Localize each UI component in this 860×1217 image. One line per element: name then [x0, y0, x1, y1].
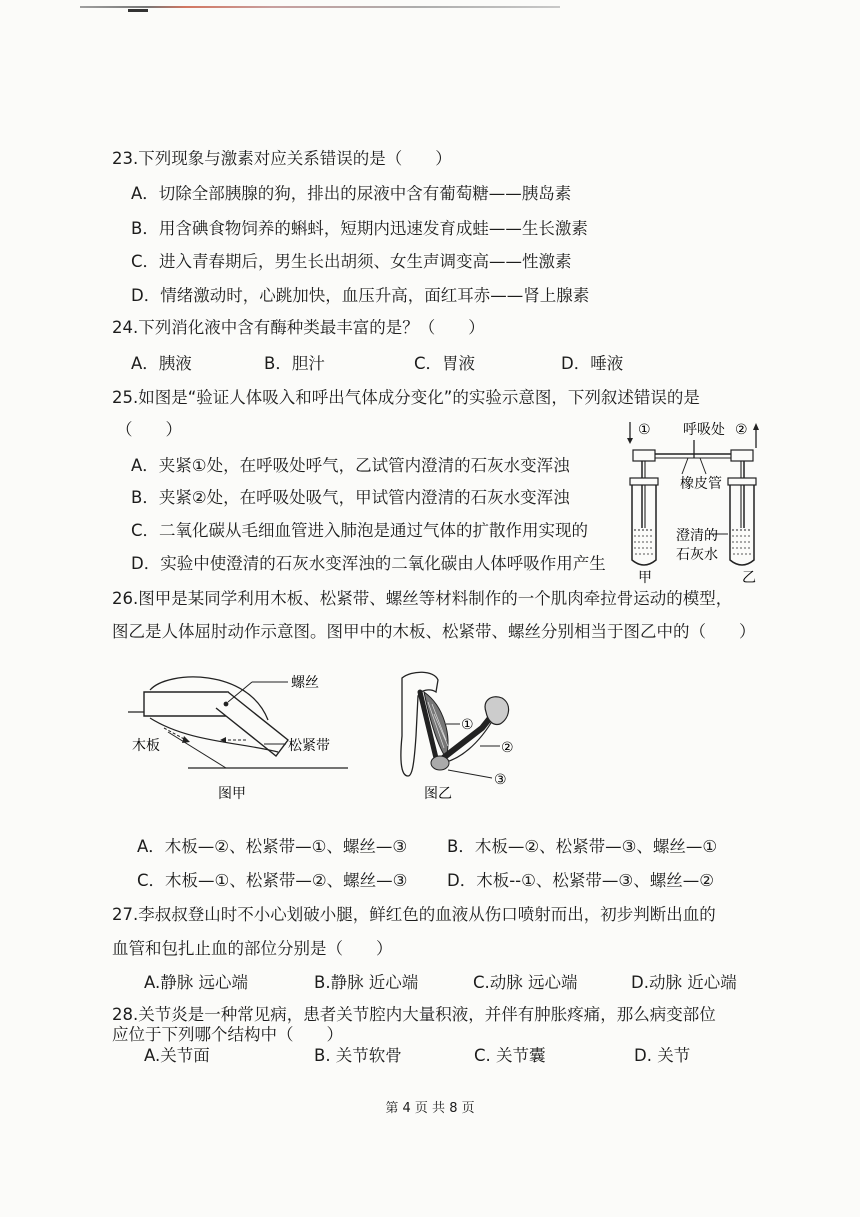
arrow-up-icon [753, 423, 759, 430]
elbow-joint [431, 756, 449, 770]
q26-option-b: B．木板—②、松紧带—③、螺丝—① [447, 837, 718, 856]
q23-stem: 23.下列现象与激素对应关系错误的是（ ） [112, 149, 452, 168]
stopper-yi [728, 478, 756, 485]
q24-option-c: C．胃液 [414, 354, 476, 373]
q27-option-b: B.静脉 近心端 [314, 973, 419, 992]
q25-breathing-apparatus-figure [608, 418, 778, 586]
fig25-breathe-label: 呼吸处 [683, 422, 725, 438]
q25-option-a: A．夹紧①处，在呼吸处呼气，乙试管内澄清的石灰水变浑浊 [131, 456, 570, 475]
tube-pointer-1 [682, 458, 688, 474]
q24-options [131, 353, 731, 375]
limewater-jia [634, 536, 654, 554]
q28-option-d: D. 关节 [634, 1046, 691, 1065]
q28-option-c: C. 关节囊 [474, 1046, 546, 1065]
fig-jia-board-label: 木板 [132, 738, 160, 754]
q27-stem-2: 血管和包扎止血的部位分别是（ ） [112, 939, 393, 958]
q28-option-b: B. 关节软骨 [314, 1046, 402, 1065]
clamp-2 [731, 450, 753, 461]
fig25-mark-2: ② [735, 422, 748, 438]
arrow-down-icon [627, 438, 633, 444]
fig25-limewater-label-1: 澄清的 [676, 528, 718, 544]
q26-option-d: D．木板--①、松紧带—③、螺丝—② [447, 871, 714, 890]
q23-option-c: C．进入青春期后，男生长出胡须、女生声调变高——性激素 [131, 252, 572, 271]
q28-stem-2: 应位于下列哪个结构中（ ） [112, 1025, 343, 1044]
q26-figure-yi-arm [390, 666, 530, 806]
tube-pointer-2 [700, 458, 706, 474]
q24-option-b: B．胆汁 [264, 354, 325, 373]
fig-yi-mark-1: ① [461, 717, 474, 733]
q24-stem: 24.下列消化液中含有酶种类最丰富的是？（ ） [112, 318, 485, 337]
q27-option-c: C.动脉 远心端 [473, 973, 578, 992]
limewater-yi [732, 536, 752, 554]
test-tube-jia [632, 480, 656, 565]
fig-yi-mark-3: ③ [494, 772, 507, 788]
q28-stem-1: 28.关节炎是一种常见病，患者关节腔内大量积液，并伴有肿胀疼痛，那么病变部位 [112, 1005, 716, 1024]
q27-option-a: A.静脉 远心端 [144, 973, 248, 992]
q26-option-c: C．木板—①、松紧带—②、螺丝—③ [137, 871, 408, 890]
screw-pointer [228, 682, 252, 702]
clamp-1 [633, 450, 655, 461]
scan-edge-line [80, 6, 560, 8]
q24-option-d: D．唾液 [561, 354, 624, 373]
q26-option-a: A．木板—②、松紧带—①、螺丝—③ [137, 837, 408, 856]
q25-option-d: D．实验中使澄清的石灰水变浑浊的二氧化碳由人体呼吸作用产生 [131, 554, 606, 573]
pointer-3 [448, 770, 492, 778]
test-tube-yi [730, 480, 754, 565]
q26-stem-2: 图乙是人体屈肘动作示意图。图甲中的木板、松紧带、螺丝分别相当于图乙中的（ ） [112, 622, 756, 641]
fig25-yi-label: 乙 [742, 570, 756, 586]
q23-option-b: B．用含碘食物饲养的蝌蚪，短期内迅速发育成蛙——生长激素 [131, 219, 588, 238]
fig25-mark-1: ① [638, 422, 651, 438]
q27-option-d: D.动脉 近心端 [631, 973, 737, 992]
fig-yi-mark-2: ② [501, 740, 514, 756]
scan-edge-mark [128, 9, 148, 12]
q27-options [144, 972, 764, 994]
q25-option-c: C．二氧化碳从毛细血管进入肺泡是通过气体的扩散作用实现的 [131, 521, 589, 540]
fig-jia-caption: 图甲 [218, 786, 246, 802]
base-edge [168, 732, 226, 768]
q23-option-a: A．切除全部胰腺的狗，排出的尿液中含有葡萄糖——胰岛素 [131, 184, 572, 203]
arrow-icon-1 [182, 736, 190, 743]
fig25-jia-label: 甲 [638, 570, 652, 586]
screw-dot [224, 702, 229, 707]
q24-option-a: A．胰液 [131, 354, 192, 373]
fig25-limewater-label-2: 石灰水 [676, 547, 718, 563]
stopper-jia [630, 478, 658, 485]
rubber-tube-inner [645, 458, 741, 528]
q26-figure-jia-model [128, 672, 348, 807]
q28-option-a: A.关节面 [144, 1046, 210, 1065]
q25-stem: 25.如图是“验证人体吸入和呼出气体成分变化”的实验示意图，下列叙述错误的是 [112, 388, 700, 407]
board-upper [144, 692, 228, 716]
q27-stem-1: 27.李叔叔登山时不小心划破小腿，鲜红色的血液从伤口喷射而出，初步判断出血的 [112, 905, 716, 924]
q26-stem-1: 26.图甲是某同学利用木板、松紧带、螺丝等材料制作的一个肌肉牵拉骨运动的模型， [112, 589, 733, 608]
fig25-tube-label: 橡皮管 [680, 476, 722, 492]
q25-option-b: B．夹紧②处，在呼吸处吸气，甲试管内澄清的石灰水变浑浊 [131, 488, 570, 507]
q28-options [144, 1045, 744, 1067]
page-footer: 第 4 页 共 8 页 [385, 1101, 475, 1116]
fig-yi-caption: 图乙 [424, 786, 452, 802]
q23-option-d: D．情绪激动时，心跳加快，血压升高，面红耳赤——肾上腺素 [131, 286, 590, 305]
fig-jia-band-label: 松紧带 [288, 738, 330, 754]
q25-stem-bracket: （ ） [116, 420, 182, 439]
fig-jia-screw-label: 螺丝 [291, 675, 319, 691]
